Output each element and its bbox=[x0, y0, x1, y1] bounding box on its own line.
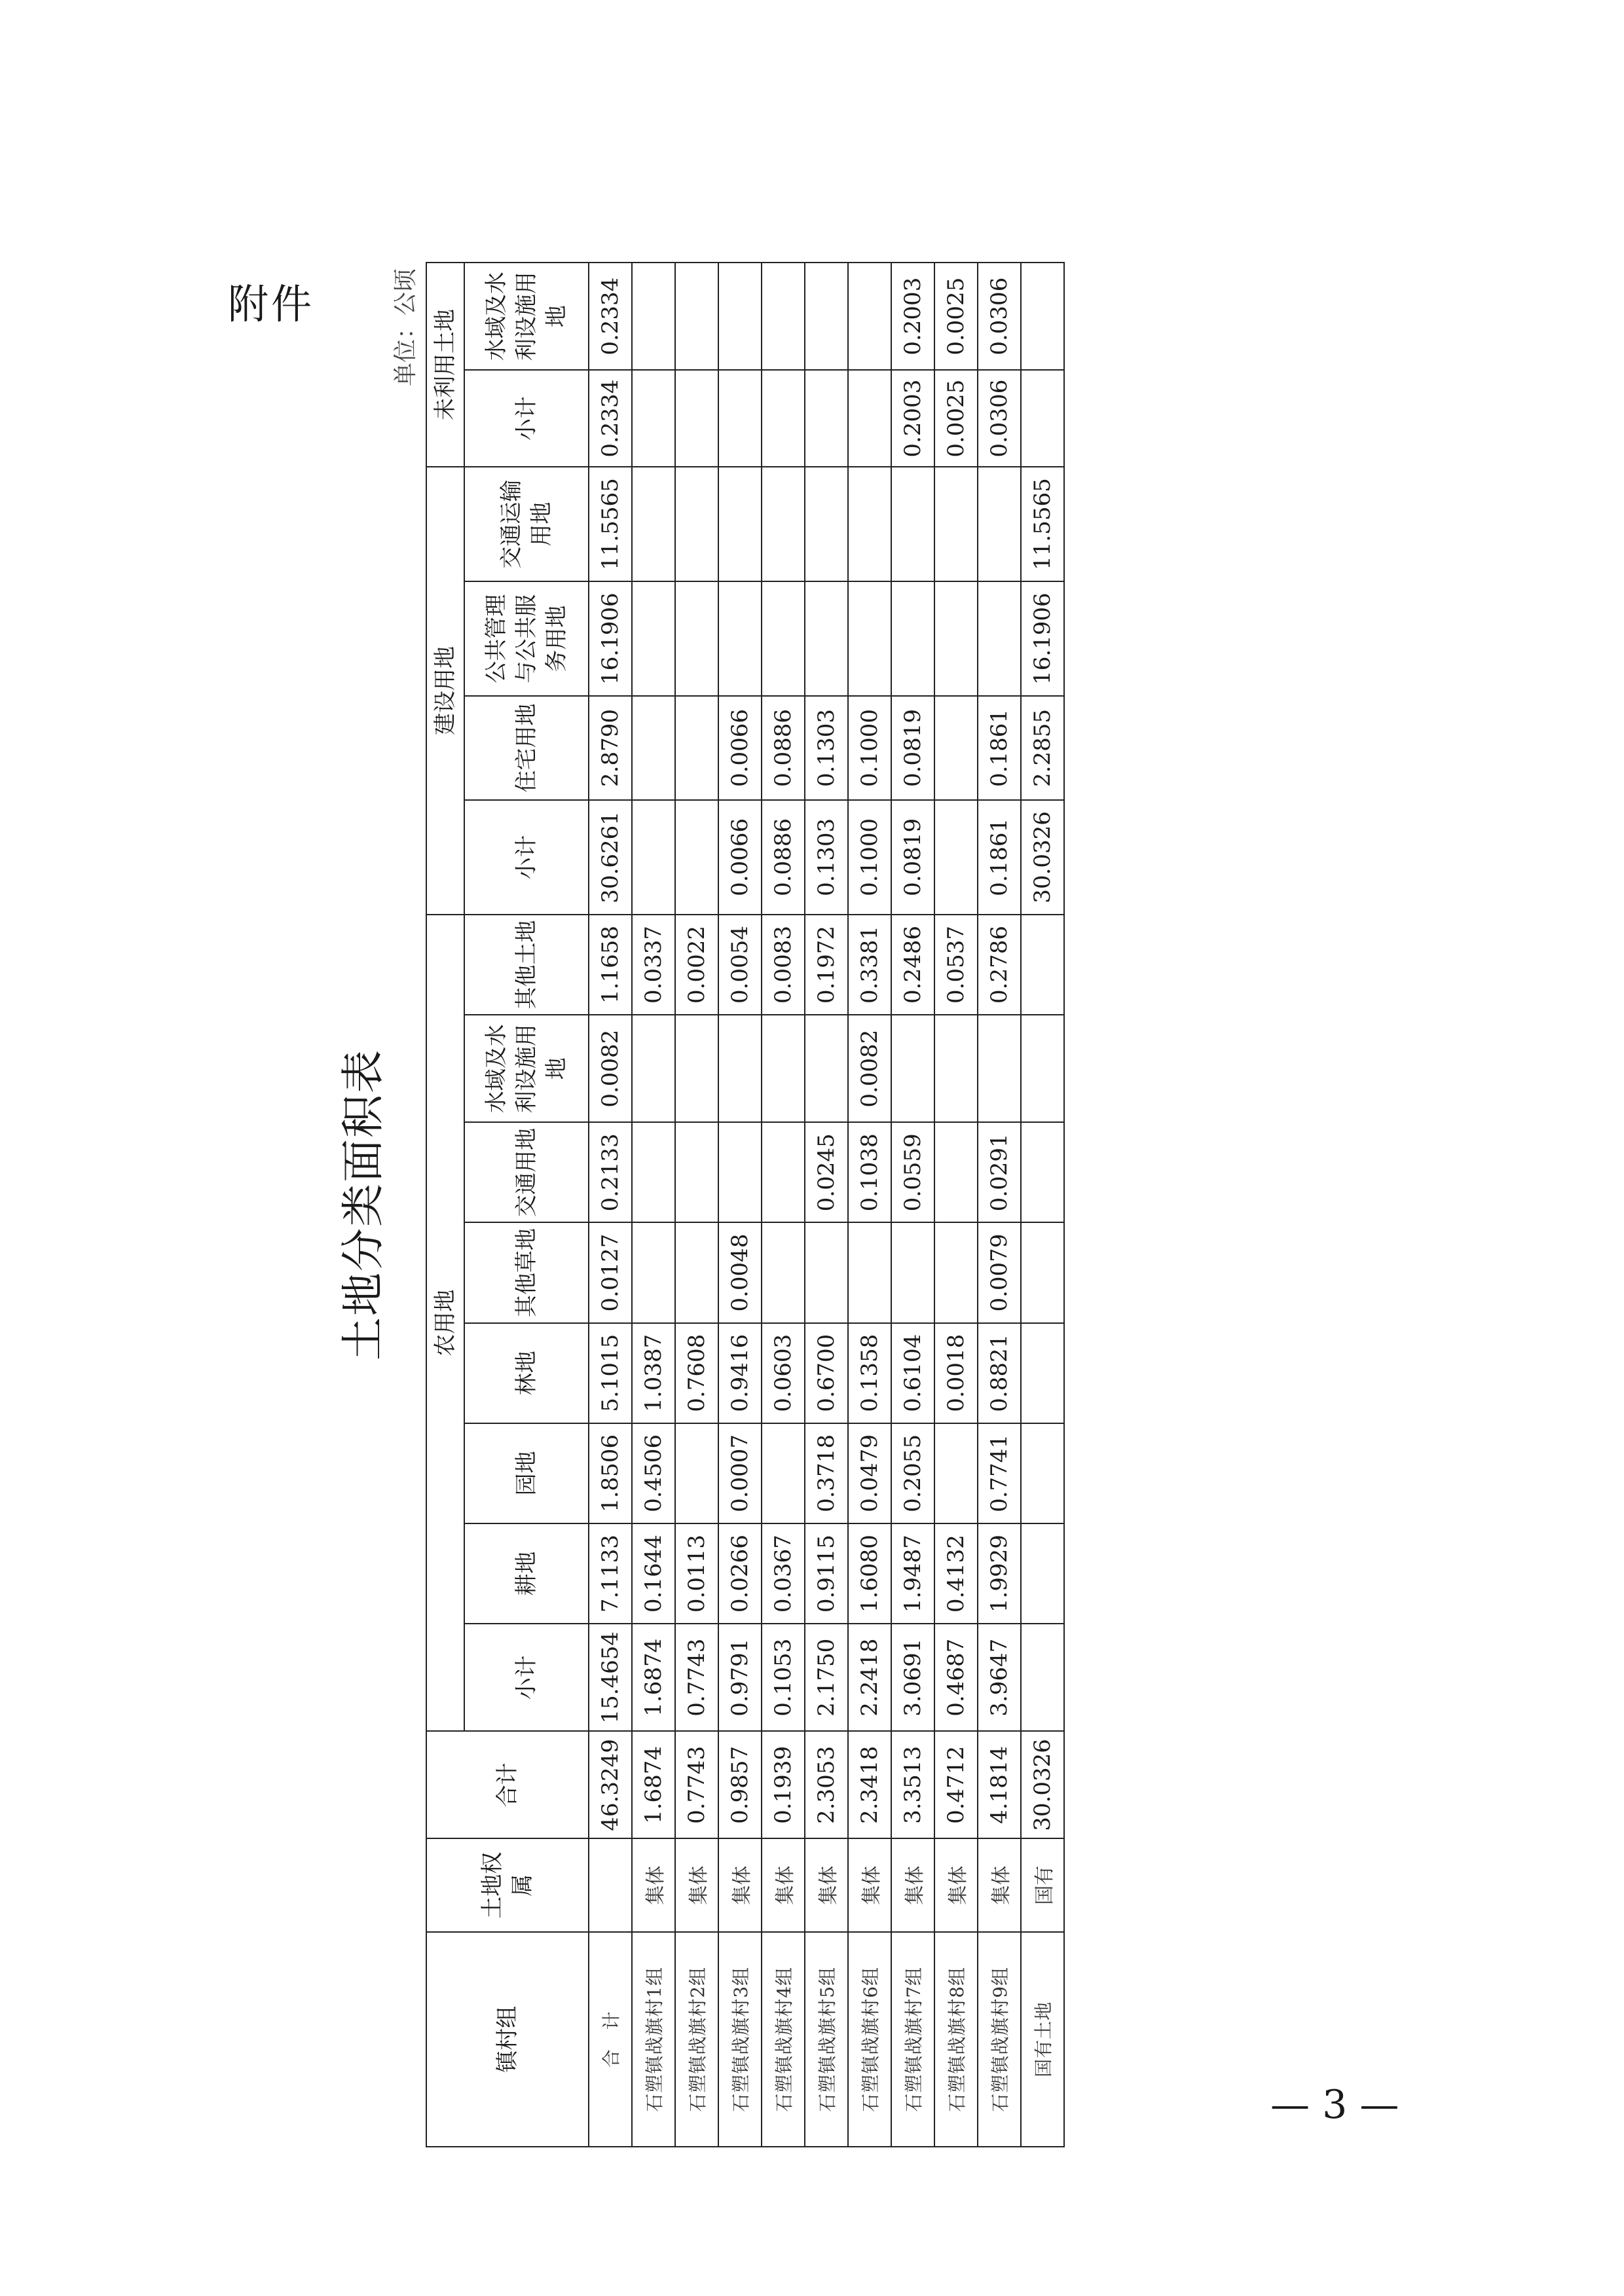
table-cell: 0.0066 bbox=[718, 800, 762, 915]
table-cell: 30.0326 bbox=[1021, 1731, 1064, 1838]
table-cell: 15.4654 bbox=[589, 1624, 632, 1731]
table-cell: 0.2003 bbox=[891, 263, 934, 370]
table-cell bbox=[762, 1423, 805, 1523]
table-cell: 0.0306 bbox=[978, 370, 1021, 467]
header-unused: 未利用土地 bbox=[426, 263, 464, 467]
table-cell bbox=[848, 263, 891, 370]
table-cell: 1.9487 bbox=[891, 1523, 934, 1624]
table-cell: 0.0025 bbox=[934, 370, 978, 467]
table-cell: 0.4132 bbox=[934, 1523, 978, 1624]
table-cell: 0.0113 bbox=[675, 1523, 718, 1624]
table-cell bbox=[675, 1122, 718, 1222]
table-cell: 0.0054 bbox=[718, 915, 762, 1015]
table-row bbox=[718, 263, 762, 2147]
table-cell bbox=[891, 581, 934, 696]
table-row bbox=[1021, 263, 1064, 2147]
table-cell bbox=[632, 1222, 675, 1322]
header-construction-subtotal: 小计 bbox=[464, 800, 589, 915]
table-cell bbox=[891, 1015, 934, 1122]
row-name: 石塑镇战旗村4组 bbox=[762, 1932, 805, 2147]
table-cell bbox=[762, 263, 805, 370]
table-cell: 0.1000 bbox=[848, 696, 891, 800]
table-cell bbox=[718, 467, 762, 581]
row-ownership: 集体 bbox=[978, 1838, 1021, 1931]
table-cell: 0.0083 bbox=[762, 915, 805, 1015]
table-cell bbox=[675, 581, 718, 696]
table-cell: 0.0367 bbox=[762, 1523, 805, 1624]
header-agri: 农用地 bbox=[426, 915, 464, 1731]
header-other-grass: 其他草地 bbox=[464, 1222, 589, 1322]
header-public: 公共管理与公共服务用地 bbox=[464, 581, 589, 696]
table-cell: 3.0691 bbox=[891, 1624, 934, 1731]
table-cell bbox=[934, 467, 978, 581]
table-cell bbox=[762, 467, 805, 581]
table-cell: 0.2786 bbox=[978, 915, 1021, 1015]
row-ownership: 集体 bbox=[891, 1838, 934, 1931]
header-unused-subtotal: 小计 bbox=[464, 370, 589, 467]
table-cell bbox=[934, 1423, 978, 1523]
table-cell: 30.6261 bbox=[589, 800, 632, 915]
unit-label: 单位：公顷 bbox=[392, 268, 419, 387]
table-cell bbox=[934, 1122, 978, 1222]
row-name: 石塑镇战旗村5组 bbox=[805, 1932, 848, 2147]
table-cell: 3.3513 bbox=[891, 1731, 934, 1838]
table-cell bbox=[1021, 915, 1064, 1015]
row-ownership: 集体 bbox=[632, 1838, 675, 1931]
table-cell: 1.0387 bbox=[632, 1323, 675, 1423]
header-other-land: 其他土地 bbox=[464, 915, 589, 1015]
header-forest: 林地 bbox=[464, 1323, 589, 1423]
table-cell: 1.6080 bbox=[848, 1523, 891, 1624]
attachment-label: 附件 bbox=[228, 280, 315, 328]
table-cell bbox=[718, 581, 762, 696]
table-cell: 0.0337 bbox=[632, 915, 675, 1015]
table-cell bbox=[934, 800, 978, 915]
header-cultivated: 耕地 bbox=[464, 1523, 589, 1624]
header-ownership: 土地权属 bbox=[426, 1838, 589, 1931]
table-row bbox=[805, 263, 848, 2147]
table-cell bbox=[934, 581, 978, 696]
table-cell: 0.0559 bbox=[891, 1122, 934, 1222]
table-cell bbox=[632, 800, 675, 915]
table-cell: 0.8821 bbox=[978, 1323, 1021, 1423]
table-cell: 0.6104 bbox=[891, 1323, 934, 1423]
table-cell: 0.3381 bbox=[848, 915, 891, 1015]
page-number: — 3 — bbox=[1270, 2082, 1399, 2128]
row-name: 石塑镇战旗村7组 bbox=[891, 1932, 934, 2147]
table-cell: 0.0025 bbox=[934, 263, 978, 370]
table-cell bbox=[1021, 1122, 1064, 1222]
table-cell: 0.2486 bbox=[891, 915, 934, 1015]
header-total: 合计 bbox=[426, 1731, 589, 1838]
table-cell: 0.0306 bbox=[978, 263, 1021, 370]
table-cell: 0.0022 bbox=[675, 915, 718, 1015]
table-cell bbox=[762, 1122, 805, 1222]
table-cell: 0.3718 bbox=[805, 1423, 848, 1523]
header-water: 水域及水利设施用地 bbox=[464, 1015, 589, 1122]
table-cell bbox=[848, 581, 891, 696]
table-cell bbox=[848, 1222, 891, 1322]
table-cell: 2.2418 bbox=[848, 1624, 891, 1731]
table-cell bbox=[762, 370, 805, 467]
table-cell bbox=[1021, 1015, 1064, 1122]
table-row bbox=[762, 263, 805, 2147]
table-cell: 11.5565 bbox=[589, 467, 632, 581]
row-name: 石塑镇战旗村2组 bbox=[675, 1932, 718, 2147]
table-cell bbox=[1021, 1523, 1064, 1624]
table-cell bbox=[934, 1222, 978, 1322]
table-cell: 0.7608 bbox=[675, 1323, 718, 1423]
table-cell bbox=[675, 1015, 718, 1122]
row-name: 石塑镇战旗村1组 bbox=[632, 1932, 675, 2147]
row-name: 石塑镇战旗村9组 bbox=[978, 1932, 1021, 2147]
table-cell: 0.0079 bbox=[978, 1222, 1021, 1322]
table-cell: 2.3053 bbox=[805, 1731, 848, 1838]
table-cell bbox=[718, 1122, 762, 1222]
table-cell bbox=[1021, 1222, 1064, 1322]
table-cell bbox=[805, 370, 848, 467]
row-name: 石塑镇战旗村3组 bbox=[718, 1932, 762, 2147]
table-cell bbox=[675, 467, 718, 581]
table-cell bbox=[675, 696, 718, 800]
table-cell: 0.0819 bbox=[891, 696, 934, 800]
table-cell: 0.1972 bbox=[805, 915, 848, 1015]
table-cell: 0.0603 bbox=[762, 1323, 805, 1423]
table-cell: 0.2003 bbox=[891, 370, 934, 467]
table-cell: 7.1133 bbox=[589, 1523, 632, 1624]
table-cell bbox=[1021, 263, 1064, 370]
header-traffic-transport: 交通运输用地 bbox=[464, 467, 589, 581]
table-cell bbox=[675, 1222, 718, 1322]
table-row bbox=[848, 263, 891, 2147]
table-cell: 0.0066 bbox=[718, 696, 762, 800]
table-cell bbox=[632, 696, 675, 800]
table-cell: 1.6874 bbox=[632, 1624, 675, 1731]
table-cell: 3.9647 bbox=[978, 1624, 1021, 1731]
table-cell: 0.0537 bbox=[934, 915, 978, 1015]
table-cell: 0.0479 bbox=[848, 1423, 891, 1523]
table-cell bbox=[848, 370, 891, 467]
table-cell bbox=[805, 263, 848, 370]
table-cell: 0.7743 bbox=[675, 1624, 718, 1731]
table-cell: 0.7741 bbox=[978, 1423, 1021, 1523]
table-cell bbox=[934, 1015, 978, 1122]
table-cell: 0.9115 bbox=[805, 1523, 848, 1624]
table-cell bbox=[762, 1222, 805, 1322]
table-cell bbox=[891, 467, 934, 581]
table-cell: 0.1000 bbox=[848, 800, 891, 915]
table-cell: 0.0819 bbox=[891, 800, 934, 915]
table-cell: 4.1814 bbox=[978, 1731, 1021, 1838]
table-cell: 16.1906 bbox=[589, 581, 632, 696]
table-cell: 0.4712 bbox=[934, 1731, 978, 1838]
table-cell: 2.1750 bbox=[805, 1624, 848, 1731]
table-cell bbox=[1021, 1323, 1064, 1423]
table-cell: 5.1015 bbox=[589, 1323, 632, 1423]
table-cell bbox=[632, 581, 675, 696]
table-cell bbox=[675, 1423, 718, 1523]
table-cell bbox=[718, 263, 762, 370]
table-row bbox=[589, 263, 632, 2147]
table-cell bbox=[632, 370, 675, 467]
document-title: 土地分类面积表 bbox=[338, 1049, 388, 1360]
table-cell: 0.7743 bbox=[675, 1731, 718, 1838]
table-cell: 0.0048 bbox=[718, 1222, 762, 1322]
row-ownership: 国有 bbox=[1021, 1838, 1064, 1931]
table-cell bbox=[1021, 1423, 1064, 1523]
header-group: 镇村组 bbox=[426, 1932, 589, 2147]
table-cell: 0.1038 bbox=[848, 1122, 891, 1222]
table-row bbox=[632, 263, 675, 2147]
table-cell: 0.9791 bbox=[718, 1624, 762, 1731]
table-cell: 0.0018 bbox=[934, 1323, 978, 1423]
row-ownership: 集体 bbox=[675, 1838, 718, 1931]
table-cell: 1.1658 bbox=[589, 915, 632, 1015]
table-cell bbox=[675, 370, 718, 467]
table-cell bbox=[805, 1222, 848, 1322]
table-cell: 0.1861 bbox=[978, 800, 1021, 915]
table-cell: 1.9929 bbox=[978, 1523, 1021, 1624]
table-cell: 2.8790 bbox=[589, 696, 632, 800]
header-garden: 园地 bbox=[464, 1423, 589, 1523]
table-cell bbox=[891, 1222, 934, 1322]
table-cell: 16.1906 bbox=[1021, 581, 1064, 696]
table-cell: 0.4687 bbox=[934, 1624, 978, 1731]
table-cell bbox=[805, 1015, 848, 1122]
table-cell: 0.1644 bbox=[632, 1523, 675, 1624]
row-ownership bbox=[589, 1838, 632, 1931]
table-cell: 0.2334 bbox=[589, 263, 632, 370]
table-cell: 0.2133 bbox=[589, 1122, 632, 1222]
table-cell bbox=[978, 1015, 1021, 1122]
table-cell bbox=[1021, 370, 1064, 467]
table-cell: 0.6700 bbox=[805, 1323, 848, 1423]
table-cell: 0.0886 bbox=[762, 696, 805, 800]
table-row bbox=[675, 263, 718, 2147]
table-cell: 0.1303 bbox=[805, 800, 848, 915]
table-cell: 0.1861 bbox=[978, 696, 1021, 800]
row-ownership: 集体 bbox=[848, 1838, 891, 1931]
table-cell bbox=[718, 370, 762, 467]
table-cell: 0.2334 bbox=[589, 370, 632, 467]
table-cell bbox=[632, 467, 675, 581]
row-name: 国有土地 bbox=[1021, 1932, 1064, 2147]
rotated-table-area bbox=[327, 262, 1113, 2147]
table-cell: 0.0291 bbox=[978, 1122, 1021, 1222]
row-ownership: 集体 bbox=[762, 1838, 805, 1931]
table-cell bbox=[675, 800, 718, 915]
table-cell bbox=[848, 467, 891, 581]
row-ownership: 集体 bbox=[718, 1838, 762, 1931]
table-cell: 0.0245 bbox=[805, 1122, 848, 1222]
table-cell: 0.9857 bbox=[718, 1731, 762, 1838]
row-name: 石塑镇战旗村8组 bbox=[934, 1932, 978, 2147]
table-cell bbox=[1021, 1624, 1064, 1731]
table-cell: 1.8506 bbox=[589, 1423, 632, 1523]
table-cell: 0.0127 bbox=[589, 1222, 632, 1322]
table-row bbox=[978, 263, 1021, 2147]
table-cell: 0.1358 bbox=[848, 1323, 891, 1423]
row-ownership: 集体 bbox=[934, 1838, 978, 1931]
row-name: 合 计 bbox=[589, 1932, 632, 2147]
header-agri-subtotal: 小计 bbox=[464, 1624, 589, 1731]
table-cell: 11.5565 bbox=[1021, 467, 1064, 581]
table-cell: 0.0007 bbox=[718, 1423, 762, 1523]
table-cell bbox=[762, 1015, 805, 1122]
row-ownership: 集体 bbox=[805, 1838, 848, 1931]
table-cell bbox=[632, 1122, 675, 1222]
table-cell bbox=[978, 467, 1021, 581]
table-cell: 0.2055 bbox=[891, 1423, 934, 1523]
table-cell: 0.0266 bbox=[718, 1523, 762, 1624]
table-cell: 30.0326 bbox=[1021, 800, 1064, 915]
table-cell: 2.3418 bbox=[848, 1731, 891, 1838]
table-cell: 0.0082 bbox=[589, 1015, 632, 1122]
table-cell: 46.3249 bbox=[589, 1731, 632, 1838]
table-cell bbox=[632, 263, 675, 370]
table-cell: 0.9416 bbox=[718, 1323, 762, 1423]
table-cell: 0.1053 bbox=[762, 1624, 805, 1731]
table-cell: 0.4506 bbox=[632, 1423, 675, 1523]
table-cell bbox=[805, 467, 848, 581]
row-name: 石塑镇战旗村6组 bbox=[848, 1932, 891, 2147]
table-cell: 0.1303 bbox=[805, 696, 848, 800]
header-transport: 交通用地 bbox=[464, 1122, 589, 1222]
table-cell: 0.0082 bbox=[848, 1015, 891, 1122]
table-cell bbox=[934, 696, 978, 800]
table-cell: 1.6874 bbox=[632, 1731, 675, 1838]
header-construction: 建设用地 bbox=[426, 467, 464, 915]
table-cell bbox=[718, 1015, 762, 1122]
table-cell: 2.2855 bbox=[1021, 696, 1064, 800]
land-classification-table bbox=[426, 262, 1065, 2147]
header-residential: 住宅用地 bbox=[464, 696, 589, 800]
table-cell: 0.0886 bbox=[762, 800, 805, 915]
table-cell: 0.1939 bbox=[762, 1731, 805, 1838]
table-cell bbox=[978, 581, 1021, 696]
table-row bbox=[934, 263, 978, 2147]
table-cell bbox=[632, 1015, 675, 1122]
table-cell bbox=[762, 581, 805, 696]
header-unused-water: 水域及水利设施用地 bbox=[464, 263, 589, 370]
table-cell bbox=[675, 263, 718, 370]
table-cell bbox=[805, 581, 848, 696]
table-row bbox=[891, 263, 934, 2147]
